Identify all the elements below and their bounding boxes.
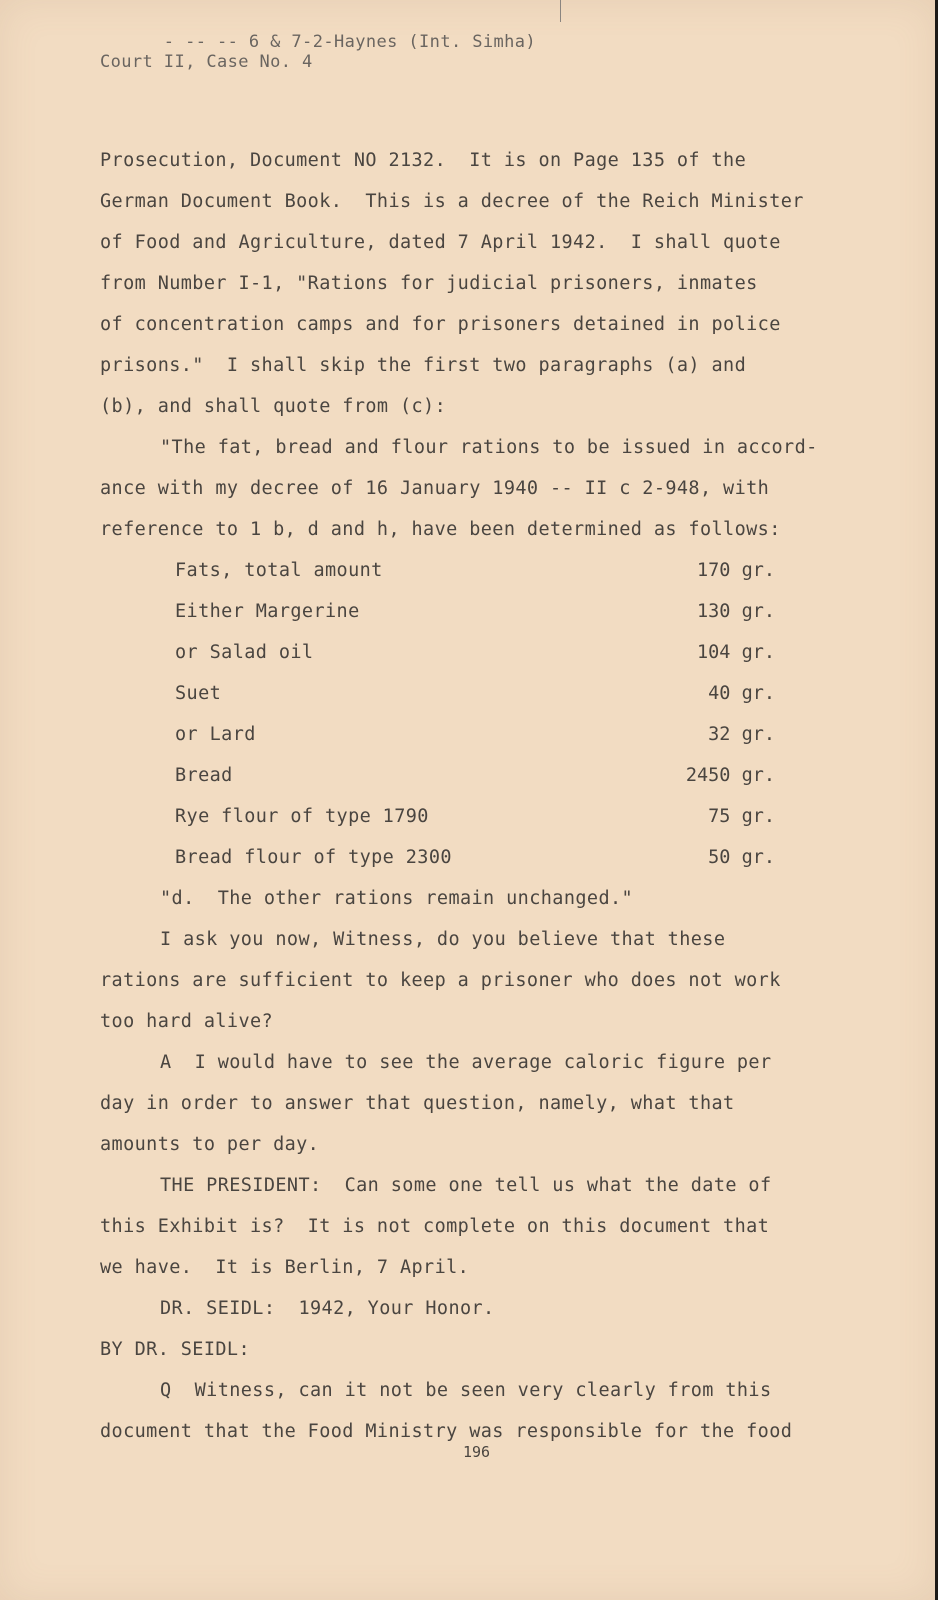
body-line: amounts to per day. [100,1134,320,1155]
body-line: DR. SEIDL: 1942, Your Honor. [160,1298,495,1319]
body-line: "d. The other rations remain unchanged." [160,888,634,909]
ration-item: Bread [175,765,233,786]
body-line: ance with my decree of 16 January 1940 -- II c 2-948, with [100,478,770,499]
ration-amount: 40 gr. [708,683,775,704]
ration-item: Suet [175,683,222,704]
body-line: this Exhibit is? It is not complete on this document that [100,1216,770,1237]
ration-amount: 50 gr. [708,847,775,868]
body-line: we have. It is Berlin, 7 April. [100,1257,470,1278]
margin-mark [560,0,561,22]
ration-amount: 170 gr. [697,560,775,581]
body-line: Q Witness, can it not be seen very clearly from this [160,1380,772,1401]
header-line-1: - -- -- 6 & 7-2-Haynes (Int. Simha) [100,32,537,52]
ration-item: Fats, total amount [175,560,383,581]
header-line-2: Court II, Case No. 4 [100,52,313,72]
body-line: of Food and Agriculture, dated 7 April 1942. I shall quote [100,232,781,253]
ration-item: or Salad oil [175,642,314,663]
body-line: A I would have to see the average caloric figure per [160,1052,772,1073]
body-line: rations are sufficient to keep a prisoner who does not work [100,970,781,991]
ration-amount: 32 gr. [708,724,775,745]
page-number: 196 [463,1443,491,1461]
body-line: German Document Book. This is a decree of the Reich Minister [100,191,804,212]
body-line: (b), and shall quote from (c): [100,396,447,417]
ration-item: or Lard [175,724,256,745]
ration-amount: 75 gr. [708,806,775,827]
body-line: "The fat, bread and flour rations to be issued in accord- [160,437,818,458]
ration-item: Rye flour of type 1790 [175,806,429,827]
body-line: BY DR. SEIDL: [100,1339,250,1360]
body-line: too hard alive? [100,1011,274,1032]
body-line: reference to 1 b, d and h, have been determined as follows: [100,519,781,540]
body-line: Prosecution, Document NO 2132. It is on Page 135 of the [100,150,747,171]
ration-amount: 104 gr. [697,642,775,663]
ration-item: Either Margerine [175,601,360,622]
body-line: day in order to answer that question, namely, what that [100,1093,735,1114]
body-line: from Number I-1, "Rations for judicial prisoners, inmates [100,273,758,294]
body-line: prisons." I shall skip the first two paragraphs (a) and [100,355,747,376]
body-line: THE PRESIDENT: Can some one tell us what the date of [160,1175,772,1196]
ration-amount: 2450 gr. [685,765,775,786]
body-line: document that the Food Ministry was responsible for the food [100,1421,793,1442]
ration-amount: 130 gr. [697,601,775,622]
body-line: of concentration camps and for prisoners detained in police [100,314,781,335]
ration-item: Bread flour of type 2300 [175,847,452,868]
body-line: I ask you now, Witness, do you believe that these [160,929,726,950]
